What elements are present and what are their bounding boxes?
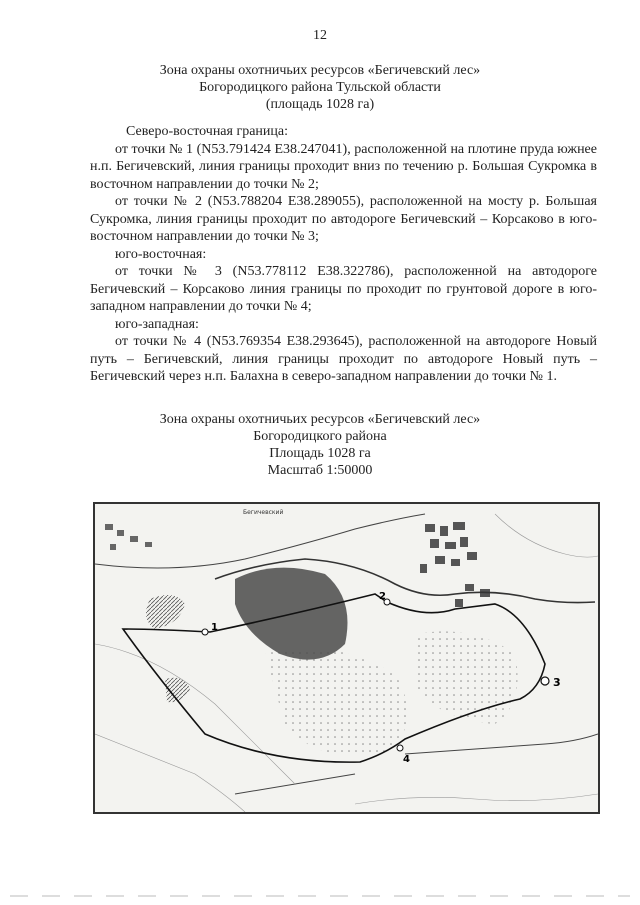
zone-title-area: (площадь 1028 га): [265, 97, 375, 112]
southwest-heading: юго-западная:: [115, 316, 199, 332]
zone-title-line1: Зона охраны охотничьих ресурсов «Бегичевский лес»: [159, 63, 481, 78]
svg-text:2: 2: [379, 591, 386, 602]
zone-title-line2: Богородицкого района Тульской области: [199, 80, 441, 95]
northeast-heading: Северо-восточная граница:: [126, 124, 288, 139]
point1-paragraph: от точки № 1 (N53.791424 E38.247041), расположенной на плотине пруда южнее н.п. Бегичевский, линия границы проходит вниз по течению р. Большая Сукромка в восточном направлении до точки № 2;: [90, 141, 597, 192]
point2-paragraph: от точки № 2 (N53.788204 E38.289055), расположенной на мосту р. Большая Сукромка, линия границы проходит по автодороге Бегичевский – Корсаково в юго-восточном направлении до точки № 3;: [90, 194, 597, 244]
scan-artifact: [10, 895, 630, 897]
town-label: Бегичевский: [243, 509, 284, 516]
point4-paragraph: от точки № 4 (N53.769354 E38.293645), расположенной на автодороге Новый путь – Бегичевский, линия границы проходит по автодороге Новый путь – Бегичевский через н.п. Балахна в северо-западном направлении до точки № 1.: [90, 334, 597, 384]
map-caption-scale: Масштаб 1:50000: [267, 463, 373, 478]
map-caption-area: Площадь 1028 га: [269, 446, 371, 461]
map-caption-line2: Богородицкого района: [253, 429, 387, 444]
zone-title: [0, 62, 640, 113]
svg-text:3: 3: [553, 676, 561, 689]
point3-paragraph: от точки № 3 (N53.778112 E38.322786), расположенной на автодороге Бегичевский – Корсаково линия границы по проходит по грунтовой дороге в юго-западном направлении до точки № 4;: [90, 264, 597, 314]
svg-text:1: 1: [211, 622, 218, 633]
map-caption: [0, 411, 640, 479]
boundary-description: [90, 123, 597, 386]
map-caption-line1: Зона охраны охотничьих ресурсов «Бегичевский лес»: [159, 412, 481, 427]
zone-map: [93, 502, 600, 814]
page-number: 12: [313, 28, 327, 43]
southeast-heading: юго-восточная:: [115, 246, 207, 262]
svg-text:4: 4: [403, 754, 410, 765]
zone-map-svg: [95, 504, 598, 812]
